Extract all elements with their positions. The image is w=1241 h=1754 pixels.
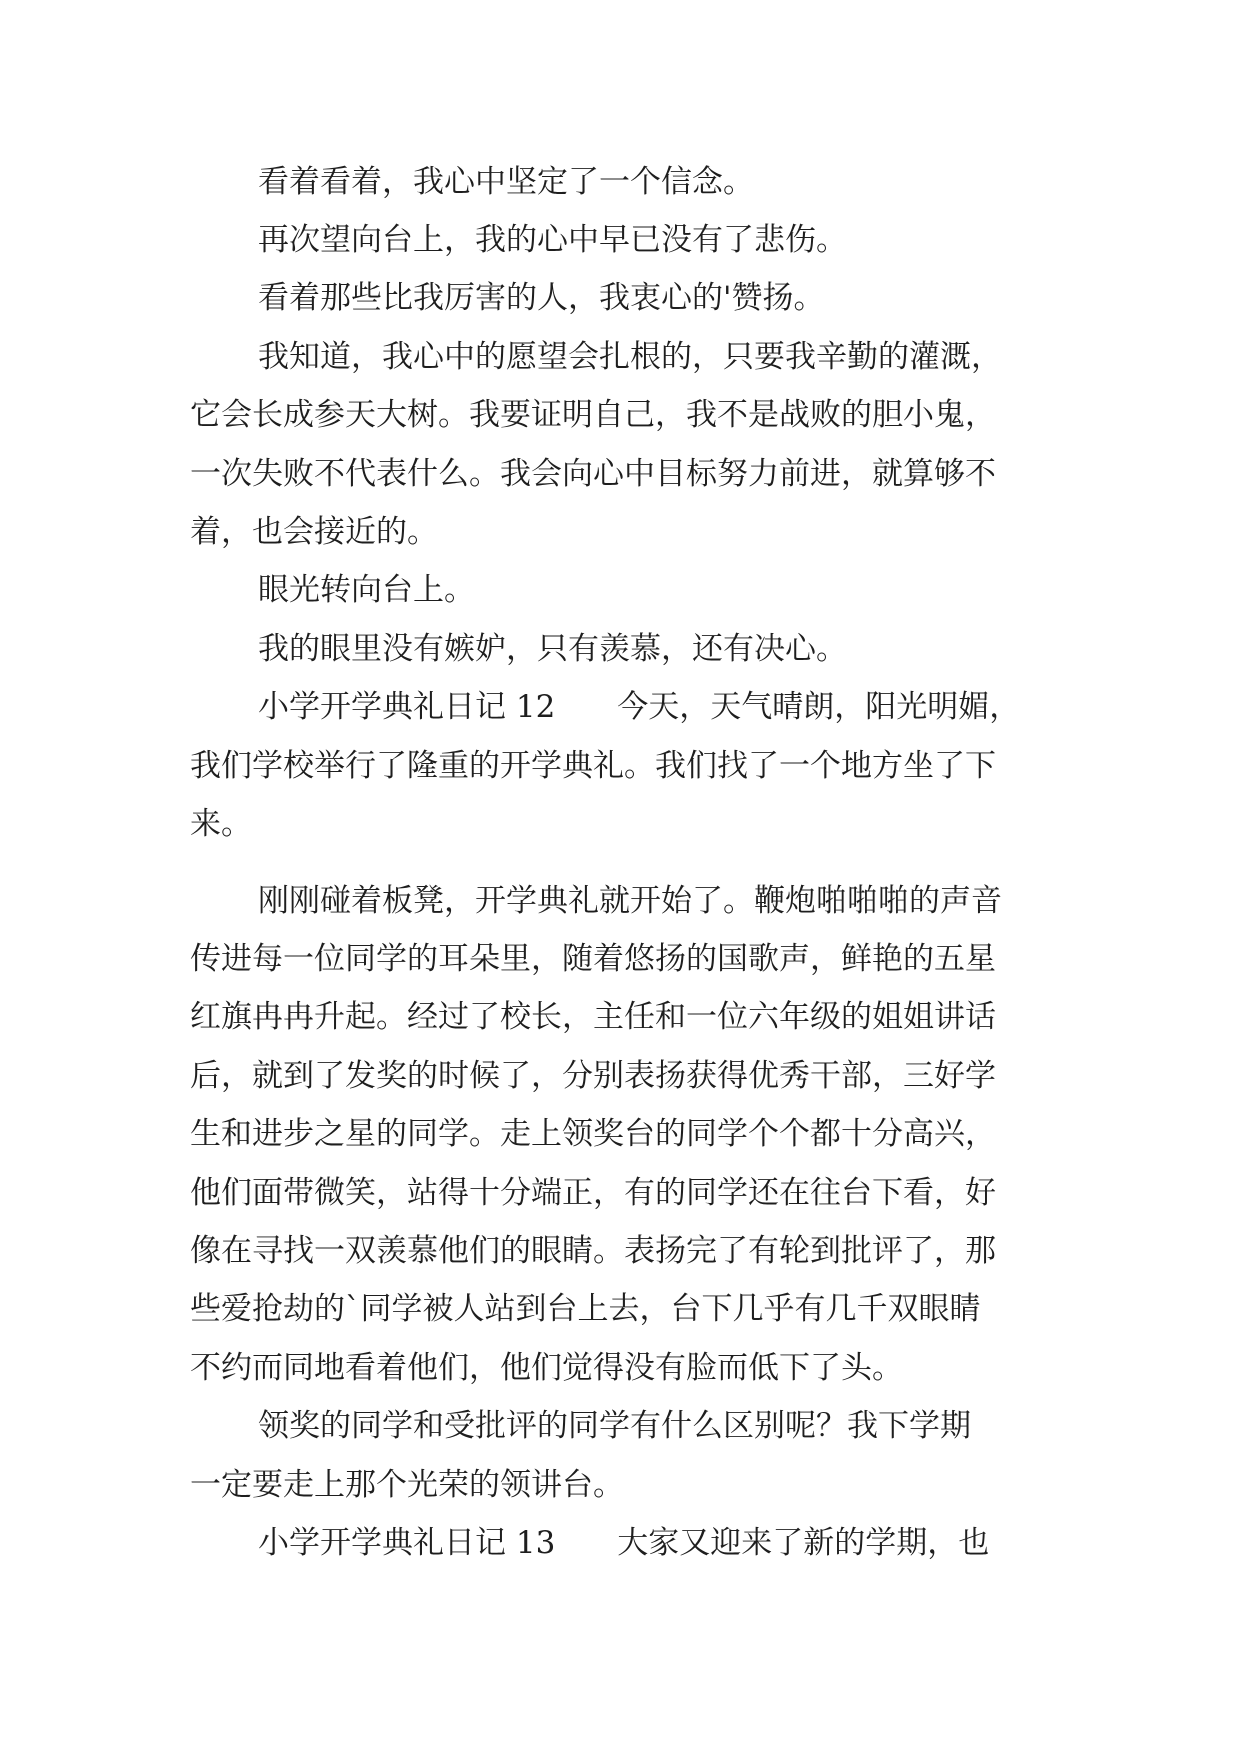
text-line: 看着看着，我心中坚定了一个信念。: [258, 164, 754, 200]
text-line: 不约而同地看着他们，他们觉得没有脸而低下了头。: [190, 1350, 903, 1386]
text-line: 生和进步之星的同学。走上领奖台的同学个个都十分高兴，: [190, 1116, 996, 1152]
text-line: 像在寻找一双羡慕他们的眼睛。表扬完了有轮到批评了，那: [190, 1233, 996, 1269]
text-line: 一次失败不代表什么。我会向心中目标努力前进，就算够不: [190, 456, 996, 492]
text-line: 小学开学典礼日记 12 今天，天气晴朗，阳光明媚，: [258, 689, 1021, 725]
text-line: 后，就到了发奖的时候了，分别表扬获得优秀干部，三好学: [190, 1058, 996, 1094]
text-line: 我知道，我心中的愿望会扎根的，只要我辛勤的灌溉，: [258, 339, 1002, 375]
text-line: 着，也会接近的。: [190, 514, 438, 550]
text-line: 一定要走上那个光荣的领讲台。: [190, 1467, 624, 1503]
text-line: 小学开学典礼日记 13 大家又迎来了新的学期，也: [258, 1525, 990, 1561]
text-line: 它会长成参天大树。我要证明自己，我不是战败的胆小鬼，: [190, 397, 996, 433]
text-line: 刚刚碰着板凳，开学典礼就开始了。鞭炮啪啪啪的声音: [258, 883, 1002, 919]
text-line: 领奖的同学和受批评的同学有什么区别呢？我下学期: [258, 1408, 971, 1444]
text-line: 他们面带微笑，站得十分端正，有的同学还在往台下看，好: [190, 1175, 996, 1211]
text-line: 再次望向台上，我的心中早已没有了悲伤。: [258, 222, 847, 258]
text-line: 传进每一位同学的耳朵里，随着悠扬的国歌声，鲜艳的五星: [190, 941, 996, 977]
text-line: 些爱抢劫的`同学被人站到台上去，台下几乎有几千双眼睛: [190, 1291, 981, 1327]
text-line: 我的眼里没有嫉妒，只有羡慕，还有决心。: [258, 631, 847, 667]
text-line: 来。: [190, 806, 252, 842]
text-line: 红旗冉冉升起。经过了校长，主任和一位六年级的姐姐讲话: [190, 999, 996, 1035]
text-line: 我们学校举行了隆重的开学典礼。我们找了一个地方坐了下: [190, 748, 996, 784]
text-line: 眼光转向台上。: [258, 572, 475, 608]
text-line: 看着那些比我厉害的人，我衷心的'赞扬。: [258, 280, 825, 316]
